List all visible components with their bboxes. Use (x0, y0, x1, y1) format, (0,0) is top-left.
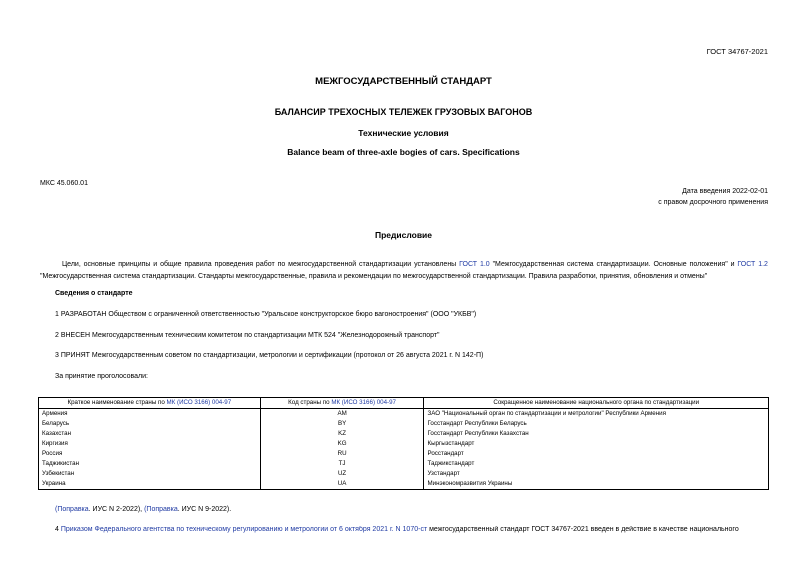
amendments-line (55, 506, 231, 513)
code-cell: KG (260, 439, 424, 449)
foreword-text-3: "Межгосударственная система стандартизации. Стандарты межгосударственные, правила и рекомендации по межгосударственной стандартизации. Правила разработки, принятия, обновления и отмены" (40, 272, 708, 280)
country-cell: Украина (39, 479, 261, 490)
table-row (39, 479, 769, 490)
organ-cell: ЗАО "Национальный орган по стандартизации и метрологии" Республики Армения (424, 409, 769, 420)
gost-1-0-link[interactable]: ГОСТ 1.0 (459, 261, 490, 268)
col-country-header-text: Краткое наименование страны по (67, 399, 165, 406)
organ-cell: Минэкономразвития Украины (424, 479, 769, 490)
col-organ-header: Сокращенное наименование национального органа по стандартизации (424, 398, 769, 409)
foreword-text-2: "Межгосударственная система стандартизации. Основные положения" и (492, 261, 735, 268)
standard-type-heading: МЕЖГОСУДАРСТВЕННЫЙ СТАНДАРТ (315, 76, 492, 87)
gost-1-2-link[interactable]: ГОСТ 1.2 (737, 261, 768, 268)
foreword-heading: Предисловие (374, 230, 433, 240)
col-country-header (39, 398, 261, 409)
table-row (39, 469, 769, 479)
organ-cell: Узстандарт (424, 469, 769, 479)
enacted-text: межгосударственный стандарт ГОСТ 34767-2021 введен в действие в качестве национального (429, 526, 739, 533)
amendment-text-2: . ИУС N 9-2022). (177, 506, 232, 513)
early-use-note: с правом досрочного применения (658, 199, 768, 206)
country-cell: Киргизия (39, 439, 261, 449)
table-row (39, 419, 769, 429)
country-cell: Россия (39, 449, 261, 459)
item-number: 4 (55, 526, 59, 533)
country-cell: Беларусь (39, 419, 261, 429)
col-code-header-text: Код страны по (288, 399, 330, 406)
organ-cell: Кыргызстандарт (424, 439, 769, 449)
table-row (39, 439, 769, 449)
standard-info-heading: Сведения о стандарте (55, 290, 133, 297)
mk-iso-link[interactable]: МК (ИСО 3166) 004-97 (166, 399, 232, 406)
table-row (39, 449, 769, 459)
organ-cell: Таджикстандарт (424, 459, 769, 469)
voting-states-table (38, 397, 769, 490)
foreword-paragraph (40, 259, 768, 282)
info-item-developed: 1 РАЗРАБОТАН Обществом с ограниченной ответственностью "Уральское конструкторское бюро вагоностроения" (ООО "УКБВ") (55, 311, 477, 318)
mks-code: МКС 45.060.01 (40, 180, 88, 187)
code-cell: BY (260, 419, 424, 429)
foreword-text-1: Цели, основные принципы и общие правила проведения работ по межгосударственной стандартизации установлены (62, 261, 457, 268)
mk-iso-link[interactable]: МК (ИСО 3166) 004-97 (331, 399, 396, 406)
country-cell: Казахстан (39, 429, 261, 439)
organ-cell: Госстандарт Республики Казахстан (424, 429, 769, 439)
info-item-enacted (55, 526, 768, 533)
info-item-voted: За принятие проголосовали: (55, 373, 148, 380)
code-cell: UZ (260, 469, 424, 479)
country-cell: Таджикистан (39, 459, 261, 469)
code-cell: TJ (260, 459, 424, 469)
info-item-submitted: 2 ВНЕСЕН Межгосударственным техническим комитетом по стандартизации МТК 524 "Железнодорожный транспорт" (55, 332, 440, 339)
intro-date: Дата введения 2022-02-01 (682, 188, 768, 195)
standard-subtitle: Технические условия (358, 128, 449, 138)
table-row (39, 429, 769, 439)
organ-cell: Росстандарт (424, 449, 769, 459)
organ-cell: Госстандарт Республики Беларусь (424, 419, 769, 429)
order-link[interactable]: Приказом Федерального агентства по техническому регулированию и метрологии от 6 октября 2021 г. N 1070-ст (60, 526, 428, 533)
code-cell: AM (260, 409, 424, 420)
country-cell: Узбекистан (39, 469, 261, 479)
country-cell: Армения (39, 409, 261, 420)
document-id: ГОСТ 34767-2021 (706, 47, 768, 56)
standard-title: БАЛАНСИР ТРЕХОСНЫХ ТЕЛЕЖЕК ГРУЗОВЫХ ВАГОНОВ (274, 107, 533, 117)
code-cell: UA (260, 479, 424, 490)
standard-title-english: Balance beam of three-axle bogies of cars. Specifications (287, 147, 520, 157)
info-item-adopted: 3 ПРИНЯТ Межгосударственным советом по стандартизации, метрологии и сертификации (протокол от 26 августа 2021 г. N 142-П) (55, 352, 484, 359)
table-row (39, 459, 769, 469)
code-cell: KZ (260, 429, 424, 439)
table-header-row (39, 398, 769, 409)
amendment-link-2[interactable]: (Поправка (144, 506, 178, 513)
col-code-header (260, 398, 424, 409)
table-row (39, 409, 769, 420)
amendment-text-1: . ИУС N 2-2022), (88, 506, 143, 513)
code-cell: RU (260, 449, 424, 459)
amendment-link-1[interactable]: (Поправка (55, 506, 89, 513)
